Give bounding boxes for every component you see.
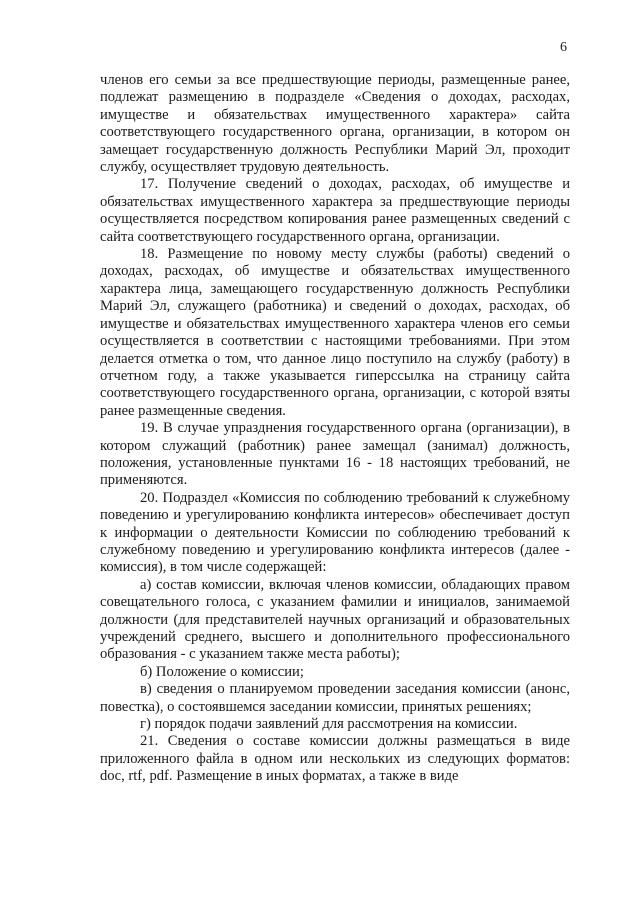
document-body (100, 72, 570, 786)
paragraph-20-item-v: в) сведения о планируемом проведении заседания комиссии (анонс, повестка), о состоявшемся заседании комиссии, принятых решениях; (100, 681, 570, 715)
paragraph-17: 17. Получение сведений о доходах, расходах, об имуществе и обязательствах имущественного характера за предшествующие периоды осуществляется посредством копирования ранее размещенных сведений с сайта соответствующего государственного органа, организации. (100, 176, 570, 245)
page-number: 6 (560, 40, 567, 55)
paragraph-21: 21. Сведения о составе комиссии должны размещаться в виде приложенного файла в одном или нескольких из следующих форматов: doc, rtf, pdf. Размещение в иных форматах, а также в виде (100, 733, 570, 785)
paragraph-20: 20. Подраздел «Комиссия по соблюдению требований к служебному поведению и урегулированию конфликта интересов» обеспечивает доступ к информации о деятельности Комиссии по соблюдению требований к служебному поведению и урегулированию конфликта интересов (далее - комиссия), в том числе содержащей: (100, 489, 570, 576)
paragraph-continuation: членов его семьи за все предшествующие периоды, размещенные ранее, подлежат размещению в подразделе «Сведения о доходах, расходах, имуществе и обязательствах имущественного характера» сайта соответствующего государственного органа, организации, в котором он замещает государственную должность Республики Марий Эл, проходит службу, осуществляет трудовую деятельность. (100, 72, 570, 176)
paragraph-20-item-b: б) Положение о комиссии; (140, 663, 304, 680)
paragraph-18: 18. Размещение по новому месту службы (работы) сведений о доходах, расходах, об имуществе и обязательствах имущественного характера лица, замещающего государственную должность Республики Марий Эл, служащего (работника) и сведений о доходах, расходах, об имуществе и обязательствах имущественного характера членов его семьи осуществляется в соответствии с настоящими требованиями. При этом делается отметка о том, что данное лицо поступило на службу (работу) в отчетном году, а также указывается гиперссылка на страницу сайта соответствующего государственного органа, организации, с которой взяты ранее размещенные сведения. (100, 246, 570, 419)
paragraph-20-item-a: а) состав комиссии, включая членов комиссии, обладающих правом совещательного голоса, с указанием фамилии и инициалов, занимаемой должности (для представителей научных организаций и образовательных учреждений среднего, высшего и дополнительного профессионального образования - с указанием также места работы); (100, 576, 570, 663)
paragraph-19: 19. В случае упразднения государственного органа (организации), в котором служащий (работник) ранее замещал (занимал) должность, положения, установленные пунктами 16 - 18 настоящих требований, не применяются. (100, 420, 570, 489)
paragraph-20-item-g: г) порядок подачи заявлений для рассмотрения на комиссии. (140, 716, 518, 733)
